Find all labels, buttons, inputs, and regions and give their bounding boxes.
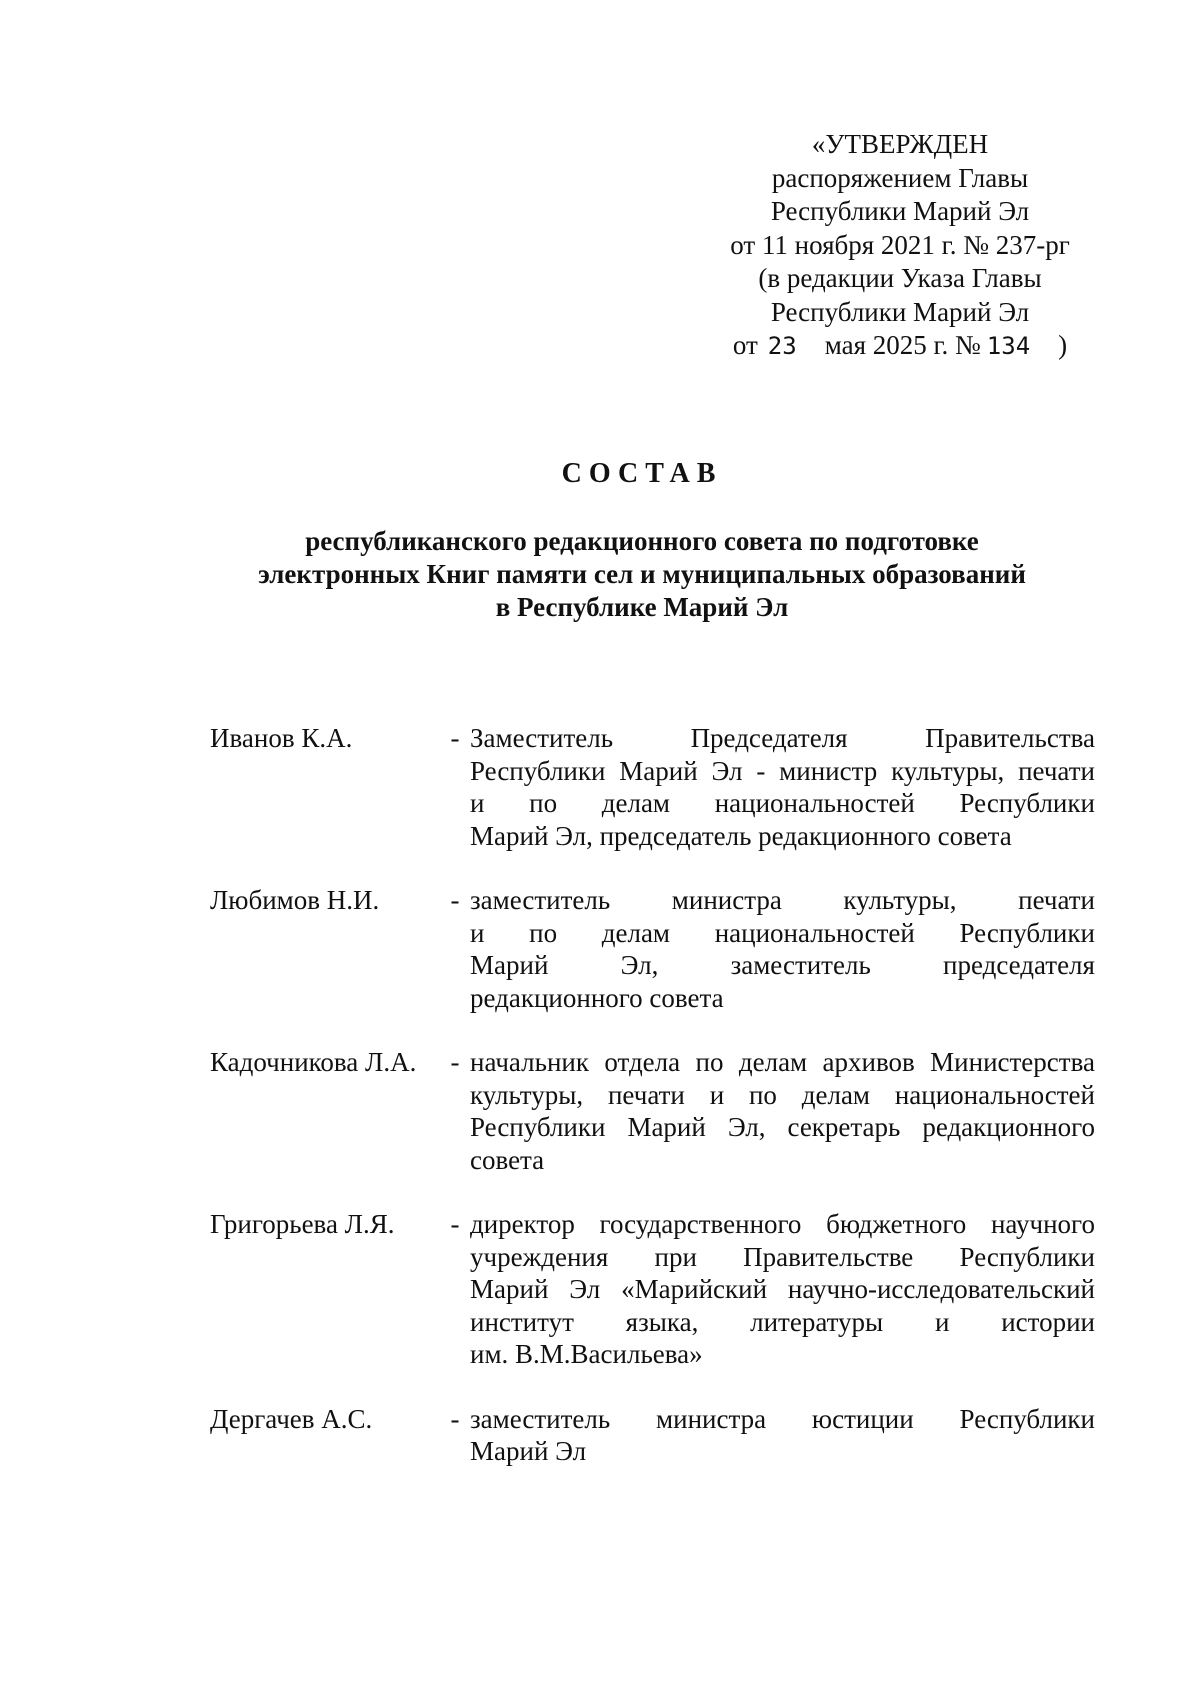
role-word: культуры,	[470, 1079, 584, 1110]
member-role	[470, 884, 1095, 1014]
member-role	[470, 1403, 1095, 1468]
role-word: научно-исследовательский	[787, 1274, 1095, 1304]
member-name: Иванов К.А.	[210, 723, 353, 753]
member-role-line	[470, 1079, 1095, 1112]
role-word: заместитель	[470, 885, 611, 915]
role-word: при	[654, 1241, 697, 1272]
role-word: заместитель	[470, 1403, 611, 1434]
role-word: Эл,	[727, 1112, 766, 1142]
role-word: Правительства	[925, 723, 1095, 753]
member-entry	[210, 1046, 1095, 1176]
member-role-line	[470, 1111, 1095, 1144]
role-word: директор	[470, 1209, 575, 1239]
role-word: истории	[1001, 1306, 1095, 1337]
member-role-line: им. В.М.Васильева»	[470, 1339, 703, 1369]
approval-line-4: от 11 ноября 2021 г. № 237-рг	[730, 229, 1070, 260]
role-word: бюджетного	[826, 1209, 967, 1239]
role-word: институт	[470, 1306, 574, 1337]
member-entry	[210, 1403, 1095, 1468]
document-title: СОСТАВ	[561, 458, 723, 489]
member-name: Любимов Н.И.	[210, 885, 380, 915]
role-word: и	[470, 917, 485, 948]
member-role-line	[470, 884, 1095, 917]
role-word: делам	[601, 788, 671, 818]
role-word: Эл,	[620, 950, 659, 980]
member-role	[470, 1046, 1095, 1176]
role-word: Правительстве	[743, 1241, 914, 1272]
role-word: Марий	[627, 1112, 706, 1142]
role-word: и	[470, 788, 485, 818]
approval-stamp	[700, 128, 1100, 364]
member-name: Дергачев А.С.	[210, 1403, 373, 1434]
approval-line-3: Республики Марий Эл	[770, 196, 1030, 226]
role-word: научного	[990, 1209, 1095, 1239]
member-dash: -	[450, 723, 460, 753]
approval-date-middle: мая 2025 г. №	[824, 330, 981, 360]
member-role-line: Марий Эл	[470, 1436, 587, 1466]
role-word: Министерства	[930, 1047, 1095, 1077]
member-role-line	[470, 755, 1095, 788]
approval-line-5: (в редакции Указа Главы	[758, 263, 1042, 293]
approval-line-7	[700, 329, 1100, 364]
member-entry	[210, 722, 1095, 852]
role-word: по	[695, 1047, 724, 1077]
member-dash: -	[450, 1047, 460, 1077]
role-word: по	[748, 1079, 777, 1110]
member-role-line	[470, 787, 1095, 820]
member-name: Кадочникова Л.А.	[210, 1047, 417, 1077]
role-word: печати	[1018, 755, 1095, 786]
role-word: Марий	[470, 1274, 549, 1304]
member-role	[470, 722, 1095, 852]
member-name: Григорьева Л.Я.	[210, 1209, 395, 1239]
member-role-line	[470, 1273, 1095, 1306]
role-word: культуры,	[891, 755, 1005, 786]
member-role-line	[470, 1241, 1095, 1274]
role-word: делам	[738, 1047, 808, 1077]
role-word: секретарь	[787, 1112, 901, 1142]
approval-date-prefix: от	[732, 330, 758, 360]
role-word: министра	[671, 885, 782, 915]
role-word: национальностей	[894, 1079, 1095, 1110]
subtitle-line-3: в Республике Марий Эл	[495, 592, 789, 622]
member-entry	[210, 1208, 1095, 1371]
role-word: Эл	[569, 1274, 601, 1304]
role-word: учреждения	[470, 1241, 609, 1272]
role-word: государственного	[599, 1209, 802, 1239]
member-role-line	[470, 722, 1095, 755]
member-dash: -	[450, 1209, 460, 1239]
role-word: и	[934, 1306, 950, 1337]
role-word: Марий	[619, 755, 698, 786]
role-word: Республики	[959, 788, 1095, 818]
subtitle-line-2: электронных Книг памяти сел и муниципальных образований	[258, 559, 1026, 589]
approval-line-6: Республики Марий Эл	[770, 296, 1030, 327]
role-word: делам	[601, 917, 671, 948]
role-word: и	[709, 1079, 725, 1110]
member-role-line	[470, 1046, 1095, 1079]
role-word: министра	[656, 1403, 767, 1434]
approval-line-2: распоряжением Главы	[771, 162, 1029, 193]
role-word: литературы	[750, 1306, 884, 1337]
member-dash: -	[450, 885, 460, 915]
member-role-line	[470, 1208, 1095, 1241]
role-word: Эл	[711, 755, 743, 786]
role-word: Республики	[959, 1403, 1095, 1434]
member-role-line	[470, 1403, 1095, 1436]
members-list	[210, 722, 1095, 1500]
role-word: Республики	[470, 755, 606, 786]
role-word: архивов	[822, 1047, 915, 1077]
role-word: заместитель	[730, 950, 871, 980]
approval-date-day: 23	[767, 332, 797, 360]
approval-line-1: «УТВЕРЖДЕН	[811, 129, 989, 159]
member-role-line	[470, 917, 1095, 950]
role-word: культуры,	[843, 885, 957, 915]
document-subtitle	[0, 525, 1200, 624]
role-word: Республики	[959, 1241, 1095, 1272]
approval-date-suffix: )	[1058, 330, 1068, 360]
role-word: отдела	[604, 1047, 681, 1077]
role-word: юстиции	[811, 1403, 914, 1434]
role-word: министр	[779, 755, 878, 786]
role-word: печати	[1018, 885, 1095, 915]
role-word: председателя	[943, 950, 1095, 980]
role-word: национальностей	[714, 788, 915, 818]
member-role-line: редакционного совета	[470, 982, 724, 1013]
member-role-line: совета	[470, 1144, 545, 1175]
role-word: -	[756, 755, 766, 786]
role-word: печати	[607, 1079, 685, 1110]
member-role-line: Марий Эл, председатель редакционного совета	[470, 820, 1012, 851]
role-word: по	[529, 788, 558, 818]
member-entry	[210, 884, 1095, 1014]
role-word: языка,	[625, 1306, 699, 1337]
approval-decree-number: 134	[986, 332, 1031, 360]
subtitle-line-1: республиканского редакционного совета по подготовке	[305, 526, 979, 556]
role-word: делам	[801, 1079, 871, 1110]
role-word: Республики	[470, 1112, 606, 1142]
role-word: Заместитель	[470, 723, 614, 753]
member-role-line	[470, 1306, 1095, 1339]
role-word: национальностей	[714, 917, 915, 948]
role-word: Республики	[959, 917, 1095, 948]
role-word: по	[529, 917, 558, 948]
role-word: Председателя	[690, 723, 848, 753]
role-word: начальник	[470, 1047, 589, 1077]
role-word: «Марийский	[621, 1274, 768, 1304]
role-word: редакционного	[922, 1112, 1095, 1142]
role-word: Марий	[470, 950, 549, 980]
member-role	[470, 1208, 1095, 1371]
member-dash: -	[450, 1403, 460, 1434]
member-role-line	[470, 949, 1095, 982]
